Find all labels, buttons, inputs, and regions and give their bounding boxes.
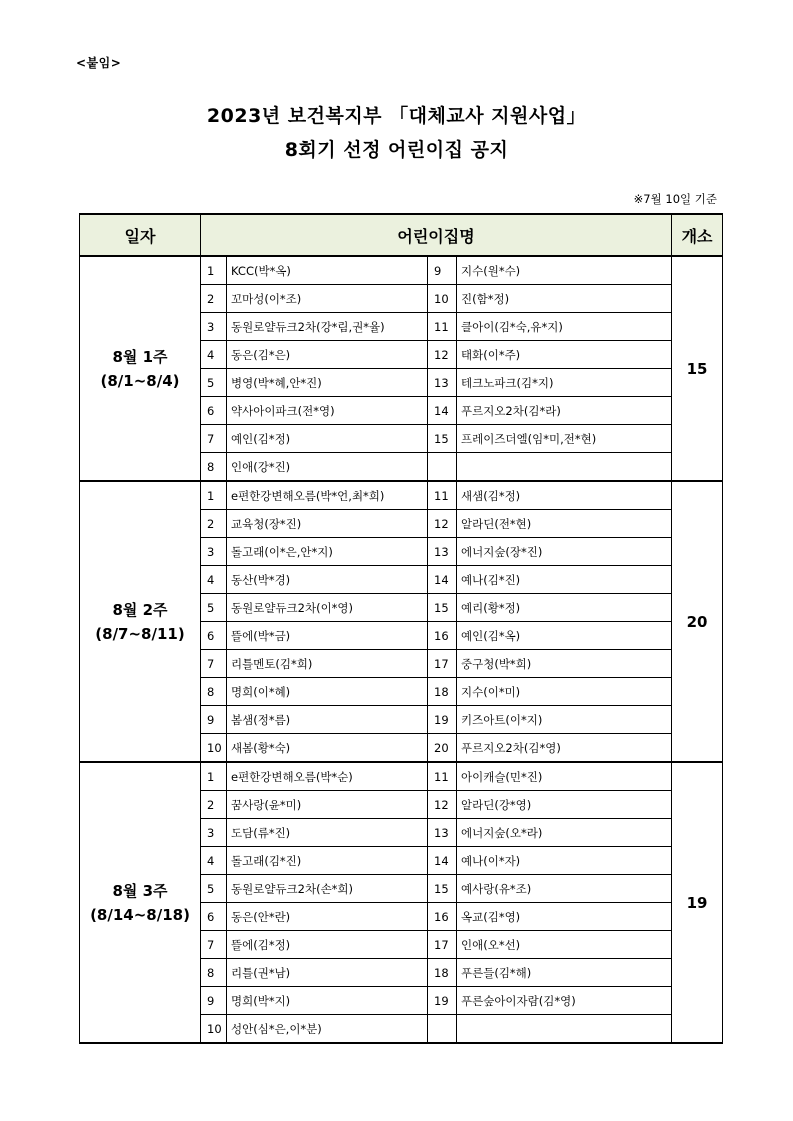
attachment-label: <붙임>: [76, 56, 122, 70]
entry-number: 7: [201, 425, 227, 453]
daycare-name: 돌고래(김*진): [227, 847, 428, 875]
week-cell: [80, 481, 201, 762]
entry-number: 10: [201, 734, 227, 763]
entry-number: 17: [428, 931, 457, 959]
entry-number: 3: [201, 538, 227, 566]
daycare-name: 태화(이*주): [457, 341, 672, 369]
daycare-name: 교육청(장*진): [227, 510, 428, 538]
entry-number: 3: [201, 819, 227, 847]
daycare-name: 테크노파크(김*지): [457, 369, 672, 397]
daycare-name: 리틀(권*남): [227, 959, 428, 987]
daycare-name: 중구청(박*희): [457, 650, 672, 678]
week-date-range: (8/7~8/11): [95, 624, 185, 643]
daycare-name: 예리(황*정): [457, 594, 672, 622]
week-cell: [80, 256, 201, 481]
daycare-name: [457, 1015, 672, 1044]
entry-number: 13: [428, 819, 457, 847]
daycare-name: [457, 453, 672, 482]
entry-number: [428, 1015, 457, 1044]
entry-number: 14: [428, 397, 457, 425]
entry-number: 1: [201, 762, 227, 791]
entry-number: 8: [201, 678, 227, 706]
entry-number: 16: [428, 622, 457, 650]
daycare-name: 진(함*정): [457, 285, 672, 313]
entry-number: 9: [428, 256, 457, 285]
entry-number: 17: [428, 650, 457, 678]
daycare-name: 병영(박*혜,안*진): [227, 369, 428, 397]
daycare-name: 새봄(황*숙): [227, 734, 428, 763]
entry-number: [428, 453, 457, 482]
entry-number: 20: [428, 734, 457, 763]
week-label: 8월 2주: [112, 600, 168, 619]
table-row: [80, 762, 723, 791]
header-daycare-name: 어린이집명: [201, 214, 672, 256]
entry-number: 12: [428, 791, 457, 819]
daycare-name: 지수(원*수): [457, 256, 672, 285]
base-date-note: ※7월 10일 기준: [633, 192, 717, 206]
entry-number: 2: [201, 510, 227, 538]
daycare-name: 꼬마성(이*조): [227, 285, 428, 313]
daycare-name: e편한강변해오름(박*언,최*희): [227, 481, 428, 510]
daycare-name: 뜰에(김*정): [227, 931, 428, 959]
count-cell: 19: [672, 762, 723, 1043]
entry-number: 5: [201, 369, 227, 397]
entry-number: 1: [201, 256, 227, 285]
daycare-name: 예나(이*자): [457, 847, 672, 875]
document-title-line1: 2023년 보건복지부 「대체교사 지원사업」: [206, 105, 587, 127]
entry-number: 11: [428, 481, 457, 510]
daycare-name: 명희(이*혜): [227, 678, 428, 706]
entry-number: 15: [428, 425, 457, 453]
daycare-name: 에너지숲(장*진): [457, 538, 672, 566]
daycare-name: e편한강변해오름(박*순): [227, 762, 428, 791]
header-count: 개소: [672, 214, 723, 256]
entry-number: 5: [201, 594, 227, 622]
week-date-range: (8/14~8/18): [90, 905, 190, 924]
daycare-name: 에너지숲(오*라): [457, 819, 672, 847]
daycare-name: 동산(박*경): [227, 566, 428, 594]
daycare-name: 인애(강*진): [227, 453, 428, 482]
daycare-name: 알라딘(강*영): [457, 791, 672, 819]
entry-number: 2: [201, 791, 227, 819]
entry-number: 2: [201, 285, 227, 313]
header-date: 일자: [80, 214, 201, 256]
entry-number: 12: [428, 510, 457, 538]
daycare-name: 성안(심*은,이*분): [227, 1015, 428, 1044]
week-label: 8월 3주: [112, 881, 168, 900]
daycare-name: 아이캐슬(민*진): [457, 762, 672, 791]
daycare-name: 인애(오*선): [457, 931, 672, 959]
daycare-name: 동은(김*은): [227, 341, 428, 369]
daycare-name: 동원로얄듀크2차(이*영): [227, 594, 428, 622]
table-row: [80, 481, 723, 510]
daycare-name: 클아이(김*숙,유*지): [457, 313, 672, 341]
daycare-name: 도담(류*진): [227, 819, 428, 847]
week-date-range: (8/1~8/4): [100, 371, 180, 390]
daycare-name: 예사랑(유*조): [457, 875, 672, 903]
entry-number: 11: [428, 313, 457, 341]
daycare-name: 동원로얄듀크2차(강*림,권*율): [227, 313, 428, 341]
entry-number: 9: [201, 987, 227, 1015]
daycare-name: 봄샘(정*름): [227, 706, 428, 734]
entry-number: 5: [201, 875, 227, 903]
entry-number: 6: [201, 903, 227, 931]
entry-number: 11: [428, 762, 457, 791]
daycare-name: 리틀멘토(김*희): [227, 650, 428, 678]
document-title-line2: 8회기 선정 어린이집 공지: [284, 139, 509, 161]
daycare-name: 약사아이파크(전*영): [227, 397, 428, 425]
entry-number: 19: [428, 706, 457, 734]
entry-number: 13: [428, 538, 457, 566]
entry-number: 7: [201, 931, 227, 959]
daycare-name: 키즈아트(이*지): [457, 706, 672, 734]
daycare-name: 꿈사랑(윤*미): [227, 791, 428, 819]
entry-number: 4: [201, 341, 227, 369]
daycare-name: 프레이즈더엘(임*미,전*현): [457, 425, 672, 453]
entry-number: 4: [201, 847, 227, 875]
entry-number: 15: [428, 594, 457, 622]
daycare-name: 푸르지오2차(김*영): [457, 734, 672, 763]
daycare-name: 예인(김*정): [227, 425, 428, 453]
daycare-name: 옥교(김*영): [457, 903, 672, 931]
daycare-name: 새샘(김*정): [457, 481, 672, 510]
entry-number: 4: [201, 566, 227, 594]
daycare-name: 동은(안*란): [227, 903, 428, 931]
entry-number: 10: [428, 285, 457, 313]
table-header-row: [80, 214, 723, 256]
entry-number: 14: [428, 847, 457, 875]
daycare-name: 푸른들(김*해): [457, 959, 672, 987]
entry-number: 3: [201, 313, 227, 341]
entry-number: 15: [428, 875, 457, 903]
entry-number: 9: [201, 706, 227, 734]
week-label: 8월 1주: [112, 347, 168, 366]
daycare-name: 돌고래(이*은,안*지): [227, 538, 428, 566]
selected-daycare-table: [79, 213, 723, 1044]
daycare-name: 알라딘(전*현): [457, 510, 672, 538]
entry-number: 1: [201, 481, 227, 510]
entry-number: 14: [428, 566, 457, 594]
entry-number: 19: [428, 987, 457, 1015]
count-cell: 20: [672, 481, 723, 762]
week-cell: [80, 762, 201, 1043]
entry-number: 18: [428, 678, 457, 706]
daycare-name: 뜰에(박*금): [227, 622, 428, 650]
table-row: [80, 256, 723, 285]
entry-number: 8: [201, 959, 227, 987]
entry-number: 13: [428, 369, 457, 397]
entry-number: 7: [201, 650, 227, 678]
entry-number: 6: [201, 622, 227, 650]
entry-number: 16: [428, 903, 457, 931]
entry-number: 6: [201, 397, 227, 425]
daycare-name: 동원로얄듀크2차(손*희): [227, 875, 428, 903]
entry-number: 8: [201, 453, 227, 482]
daycare-name: 예인(김*옥): [457, 622, 672, 650]
daycare-name: KCC(박*옥): [227, 256, 428, 285]
count-cell: 15: [672, 256, 723, 481]
entry-number: 10: [201, 1015, 227, 1044]
daycare-name: 지수(이*미): [457, 678, 672, 706]
daycare-name: 명희(박*지): [227, 987, 428, 1015]
daycare-name: 푸른숲아이자람(김*영): [457, 987, 672, 1015]
entry-number: 12: [428, 341, 457, 369]
daycare-name: 푸르지오2차(김*라): [457, 397, 672, 425]
daycare-name: 예나(김*진): [457, 566, 672, 594]
entry-number: 18: [428, 959, 457, 987]
